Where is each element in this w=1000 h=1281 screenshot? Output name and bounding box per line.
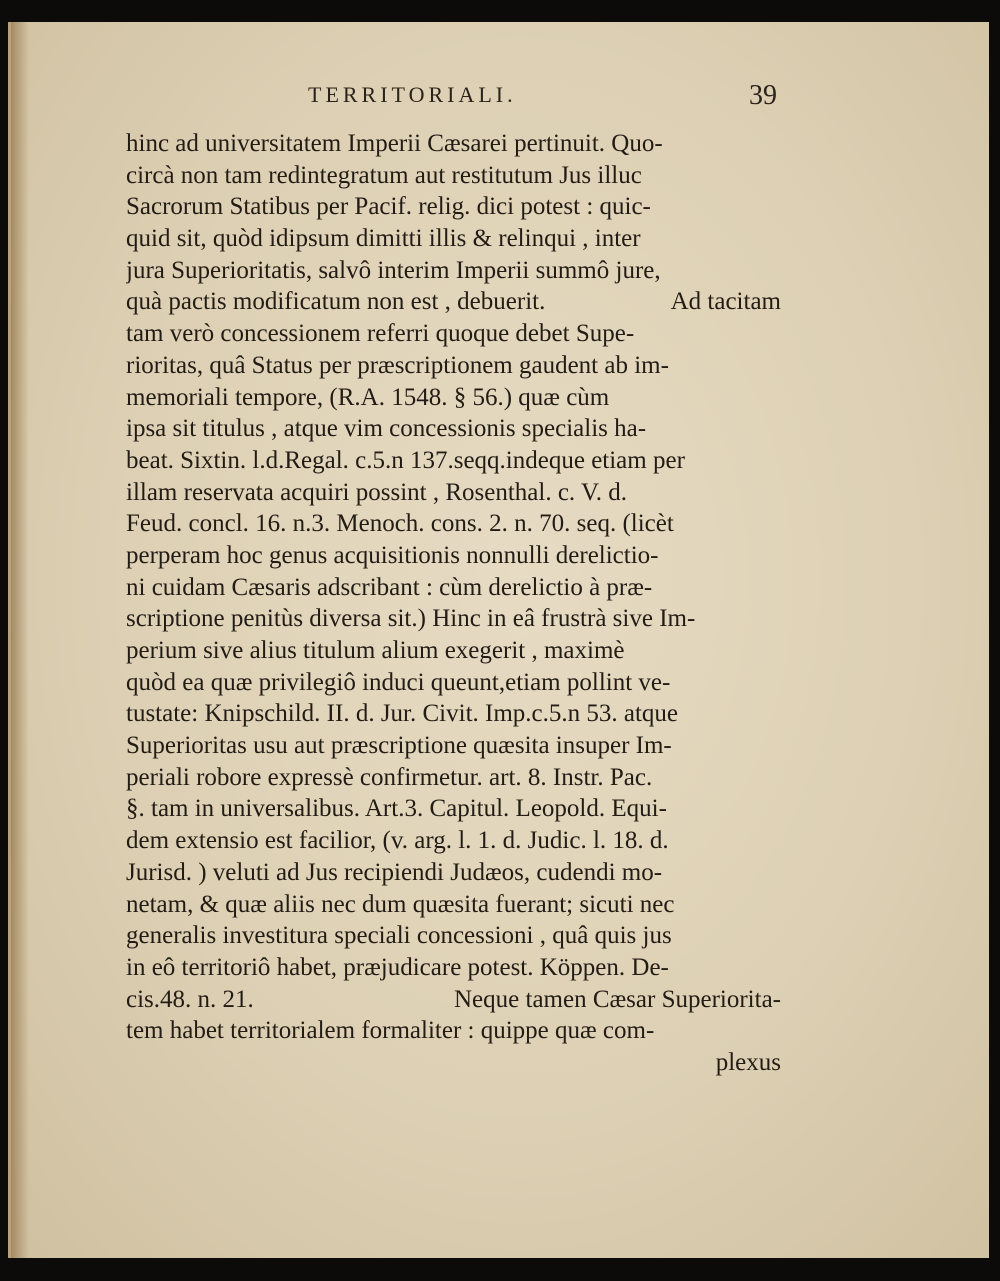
- text-line: [126, 318, 781, 350]
- text-line: [126, 952, 781, 984]
- text-segment: scriptione penitùs diversa sit.) Hinc in eâ frustrà sive Im-: [126, 605, 696, 633]
- text-segment: perperam hoc genus acquisitionis nonnulli derelictio-: [126, 541, 659, 569]
- text-line: [126, 128, 781, 160]
- text-segment: §. tam in universalibus. Art.3. Capitul. Leopold. Equi-: [126, 795, 667, 823]
- text-segment: Neque tamen Cæsar Superiorita-: [454, 985, 781, 1013]
- text-line: [126, 350, 781, 382]
- text-segment: perium sive alius titulum alium exegerit , maximè: [126, 637, 625, 664]
- text-segment: periali robore expressè confirmetur. art. 8. Instr. Pac.: [126, 763, 653, 791]
- text-line: [126, 191, 781, 223]
- text-line: [126, 445, 781, 477]
- text-line: [126, 762, 781, 794]
- text-line: [126, 477, 781, 509]
- text-segment: in eô territoriô habet, præjudicare potest. Köppen. De-: [126, 953, 669, 981]
- page-number: 39: [749, 80, 777, 111]
- text-segment: memoriali tempore, (R.A. 1548. § 56.) quæ cùm: [126, 383, 610, 411]
- text-segment: Sacrorum Statibus per Pacif. relig. dici potest : quic-: [126, 193, 651, 221]
- text-segment: Ad tacitam: [670, 288, 781, 316]
- text-segment: quid sit, quòd idipsum dimitti illis & relinqui , inter: [126, 225, 641, 253]
- text-segment: Superioritas usu aut præscriptione quæsita insuper Im-: [126, 732, 672, 760]
- text-segment: dem extensio est facilior, (v. arg. l. 1. d. Judic. l. 18. d.: [126, 827, 669, 855]
- text-line: [126, 382, 781, 414]
- text-segment: tustate: Knipschild. II. d. Jur. Civit. Imp.c.5.n 53. atque: [126, 700, 679, 728]
- text-segment: generalis investitura speciali concessioni , quâ quis jus: [126, 922, 672, 950]
- text-segment: netam, & quæ aliis nec dum quæsita fuerant; sicuti nec: [126, 890, 675, 918]
- text-segment: plexus: [715, 1048, 781, 1076]
- text-segment: ni cuidam Cæsaris adscribant : cùm derelictio à præ-: [126, 573, 653, 601]
- text-segment: illam reservata acquiri possint , Rosenthal. c. V. d.: [126, 478, 628, 506]
- text-segment: jura Superioritatis, salvô interim Imperii summô jure,: [126, 256, 661, 284]
- text-line: [126, 286, 781, 318]
- text-segment: quòd ea quæ privilegiô induci queunt,etiam pollint ve-: [126, 668, 671, 696]
- text-line: [126, 160, 781, 192]
- text-line: [126, 730, 781, 762]
- text-segment: ipsa sit titulus , atque vim concessionis specialis ha-: [126, 415, 647, 443]
- text-line: [126, 413, 781, 445]
- text-line: [126, 920, 781, 952]
- text-line: [126, 1047, 781, 1079]
- text-line: [126, 889, 781, 921]
- text-line: [126, 825, 781, 857]
- running-head: TERRITORIALI.: [308, 82, 517, 107]
- body-text: [126, 128, 781, 1079]
- text-line: [126, 508, 781, 540]
- text-line: [126, 635, 781, 667]
- text-segment: cis.48. n. 21.: [126, 985, 254, 1013]
- text-segment: circà non tam redintegratum aut restitutum Jus illuc: [126, 161, 642, 189]
- text-segment: rioritas, quâ Status per præscriptionem gaudent ab im-: [126, 351, 669, 379]
- text-line: [126, 572, 781, 604]
- text-line: [126, 984, 781, 1016]
- text-line: [126, 667, 781, 699]
- text-segment: quà pactis modificatum non est , debuerit.: [126, 288, 546, 316]
- text-segment: tem habet territorialem formaliter : quippe quæ com-: [126, 1017, 655, 1045]
- text-line: [126, 223, 781, 255]
- text-line: [126, 603, 781, 635]
- text-line: [126, 540, 781, 572]
- book-page: [8, 22, 989, 1258]
- text-segment: Jurisd. ) veluti ad Jus recipiendi Judæos, cudendi mo-: [126, 858, 663, 886]
- text-line: [126, 255, 781, 287]
- text-line: [126, 1015, 781, 1047]
- text-segment: Feud. concl. 16. n.3. Menoch. cons. 2. n. 70. seq. (licèt: [126, 510, 674, 538]
- text-segment: hinc ad universitatem Imperii Cæsarei pertinuit. Quo-: [126, 130, 663, 157]
- text-segment: beat. Sixtin. l.d.Regal. c.5.n 137.seqq.indeque etiam per: [126, 446, 685, 474]
- text-line: [126, 793, 781, 825]
- text-line: [126, 857, 781, 889]
- text-line: [126, 698, 781, 730]
- text-segment: tam verò concessionem referri quoque debet Supe-: [126, 320, 635, 348]
